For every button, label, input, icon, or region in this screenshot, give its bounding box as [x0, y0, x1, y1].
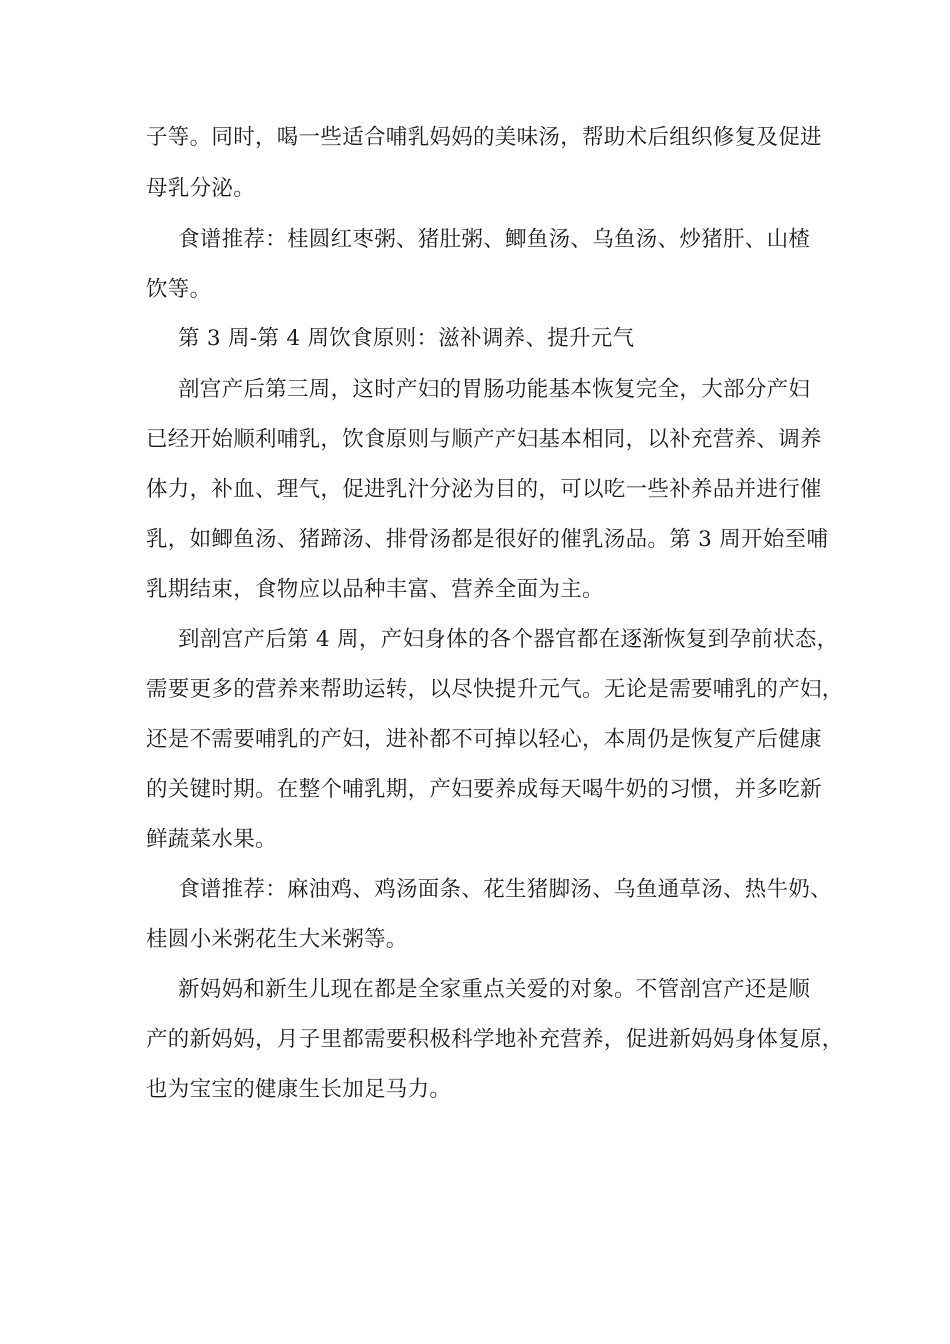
text-line: 乳，如鲫鱼汤、猪蹄汤、排骨汤都是很好的催乳汤品。第 3 周开始至哺 — [146, 527, 829, 552]
text-line: 需要更多的营养来帮助运转，以尽快提升元气。无论是需要哺乳的产妇， — [146, 677, 844, 702]
text-line: 到剖宫产后第 4 周，产妇身体的各个器官都在逐渐恢复到孕前状态， — [178, 627, 839, 652]
text-line: 乳期结束，食物应以品种丰富、营养全面为主。 — [146, 577, 604, 602]
text-line: 产的新妈妈，月子里都需要积极科学地补充营养，促进新妈妈身体复原， — [146, 1027, 844, 1052]
text-line: 也为宝宝的健康生长加足马力。 — [146, 1077, 452, 1102]
text-line: 已经开始顺利哺乳，饮食原则与顺产产妇基本相同，以补充营养、调养 — [146, 427, 822, 452]
text-line: 食谱推荐：麻油鸡、鸡汤面条、花生猪脚汤、乌鱼通草汤、热牛奶、 — [178, 877, 833, 902]
text-line: 剖宫产后第三周，这时产妇的胃肠功能基本恢复完全，大部分产妇 — [178, 377, 811, 402]
text-line: 母乳分泌。 — [146, 176, 256, 201]
text-line: 体力，补血、理气，促进乳汁分泌为目的，可以吃一些补养品并进行催 — [146, 477, 822, 502]
text-line: 食谱推荐：桂圆红枣粥、猪肚粥、鲫鱼汤、乌鱼汤、炒猪肝、山楂 — [178, 227, 811, 252]
text-line: 桂圆小米粥花生大米粥等。 — [146, 927, 408, 952]
text-line: 鲜蔬菜水果。 — [146, 827, 277, 852]
text-line: 饮等。 — [146, 277, 212, 302]
text-line: 还是不需要哺乳的产妇，进补都不可掉以轻心，本周仍是恢复产后健康 — [146, 727, 822, 752]
text-line: 子等。同时，喝一些适合哺乳妈妈的美味汤，帮助术后组织修复及促进 — [146, 125, 822, 150]
text-line: 新妈妈和新生儿现在都是全家重点关爱的对象。不管剖宫产还是顺 — [178, 977, 811, 1002]
section-heading: 第 3 周-第 4 周饮食原则：滋补调养、提升元气 — [178, 326, 635, 351]
text-line: 的关键时期。在整个哺乳期，产妇要养成每天喝牛奶的习惯，并多吃新 — [146, 777, 822, 802]
